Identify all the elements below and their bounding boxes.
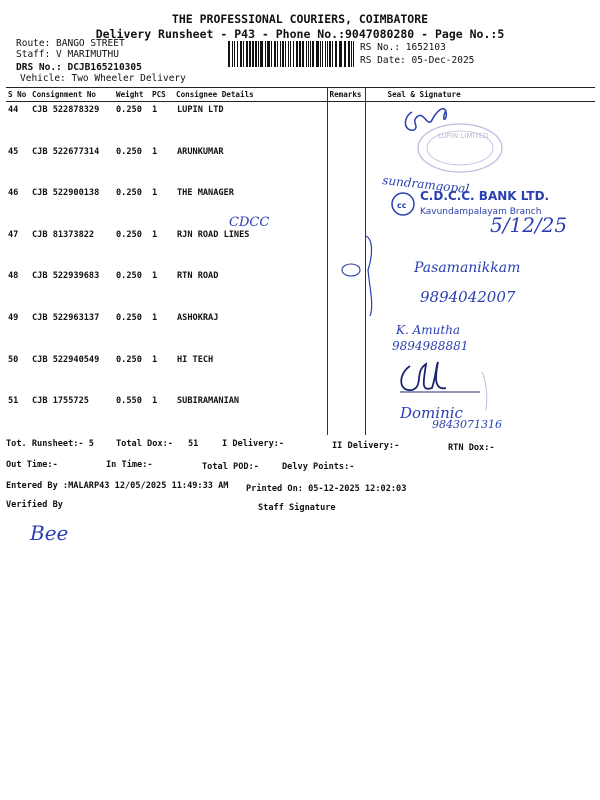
cell-seal-signature (365, 144, 595, 186)
barcode-bar (312, 41, 314, 67)
barcode-bar (277, 41, 278, 67)
barcode-bar (243, 41, 244, 67)
barcode-bar (335, 41, 337, 67)
cell-weight: 0.250 (116, 354, 142, 365)
barcode-bar (353, 41, 354, 67)
bank-stamp-name: C.D.C.C. BANK LTD. (420, 189, 550, 203)
barcode-bar (325, 41, 326, 67)
barcode-bar (246, 41, 248, 67)
cell-consignee: THE MANAGER (177, 188, 234, 199)
col-header-consignee: Consignee Details (174, 88, 327, 102)
cell-sno: 44 (8, 105, 19, 115)
cell-consignee: RJN ROAD LINES (177, 229, 250, 240)
barcode-bar (285, 41, 286, 67)
cell-seal-signature (365, 227, 595, 269)
table-row (6, 268, 595, 310)
barcode-bar (280, 41, 281, 67)
cell-weight: 0.250 (116, 188, 142, 199)
delvy-points: Delvy Points:- (282, 462, 355, 472)
cell-weight: 0.250 (116, 105, 142, 115)
cell-weight: 0.250 (116, 271, 142, 282)
signature-45: sundramgopal (381, 173, 470, 197)
cell-pcs: 1 (152, 229, 158, 240)
cell-remarks (327, 102, 365, 144)
company-title: THE PROFESSIONAL COURIERS, COIMBATORE (171, 12, 429, 26)
table-row (6, 102, 595, 144)
cell-seal-signature (365, 352, 595, 394)
stamp-date: 5/12/25 (490, 213, 568, 237)
cell-weight: 0.550 (116, 396, 142, 407)
cell-consignment: CJB 1755725 (32, 396, 89, 407)
barcode-bar (282, 41, 284, 67)
cell-pcs: 1 (152, 354, 158, 365)
signature-48-phone: 9894042007 (420, 288, 516, 306)
barcode-bar (237, 41, 238, 67)
barcode-bar (327, 41, 328, 67)
tot-runsheet: Tot. Runsheet:- 5 (6, 439, 94, 449)
barcode-bar (228, 41, 230, 67)
col-header-sno: S No (6, 88, 30, 102)
cell-remarks (327, 185, 365, 227)
cell-seal-signature (365, 393, 595, 435)
verified-by-label: Verified By (6, 500, 63, 510)
barcode-bar (299, 41, 301, 67)
cell-weight: 0.250 (116, 312, 142, 323)
total-dox-label: Total Dox:- (116, 439, 173, 449)
barcode-bar (232, 41, 233, 67)
barcode-bar (339, 41, 342, 67)
verified-initials: Bee (30, 521, 69, 545)
signature-51-name: Dominic (400, 404, 463, 422)
lupin-stamp-text: LUPIN LIMITED (438, 132, 489, 140)
barcode-bar (267, 41, 270, 67)
col-header-seal-signature: Seal & Signature (365, 88, 595, 102)
cell-sno: 50 (8, 354, 19, 365)
runsheet-table (6, 87, 595, 435)
barcode-bar (332, 41, 333, 67)
barcode-bar (322, 41, 323, 67)
cell-remarks (327, 393, 365, 435)
cell-sno: 45 (8, 146, 19, 157)
cell-remarks (327, 227, 365, 269)
barcode-bar (252, 41, 254, 67)
barcode-bar (255, 41, 257, 67)
barcode-bar (310, 41, 311, 67)
cell-consignment: CJB 522940549 (32, 354, 100, 365)
cell-remarks (327, 268, 365, 310)
rs-date: RS Date: 05-Dec-2025 (360, 55, 475, 66)
cell-seal-signature (365, 102, 595, 144)
signature-49-name: K. Amutha (396, 323, 461, 337)
cell-seal-signature (365, 310, 595, 352)
cell-seal-signature (365, 268, 595, 310)
cell-consignment: CJB 522963137 (32, 312, 100, 323)
cell-pcs: 1 (152, 146, 158, 157)
cell-sno: 49 (8, 312, 19, 323)
cell-pcs: 1 (152, 396, 158, 407)
cell-consignee: HI TECH (177, 354, 214, 365)
vehicle-label: Vehicle: Two Wheeler Delivery (20, 73, 186, 84)
bank-stamp-branch: Kavundampalayam Branch (420, 207, 542, 217)
cell-consignee: ARUNKUMAR (177, 146, 224, 157)
cell-seal-signature (365, 185, 595, 227)
table-row (6, 352, 595, 394)
svg-text:cc: cc (397, 201, 407, 210)
cell-sno: 46 (8, 188, 19, 199)
barcode-bar (302, 41, 304, 67)
cell-sno: 51 (8, 396, 19, 407)
i-delivery: I Delivery:- (222, 439, 285, 449)
col-header-weight: Weight (114, 88, 150, 102)
barcode-bar (320, 41, 321, 67)
entered-by: Entered By :MALARP43 12/05/2025 11:49:33 AM (6, 481, 229, 491)
barcode-bar (258, 41, 259, 67)
total-dox-value: 51 (188, 439, 199, 449)
table-header-row (6, 88, 595, 102)
cell-consignee: ASHOKRAJ (177, 312, 219, 323)
signature-49-phone: 9894988881 (392, 339, 469, 353)
staff-label: Staff: V MARIMUTHU (16, 49, 119, 60)
rs-number: RS No.: 1652103 (360, 42, 446, 53)
barcode-bar (348, 41, 350, 67)
barcode-image (228, 41, 355, 67)
printed-on: Printed On: 05-12-2025 12:02:03 (246, 484, 407, 494)
barcode-bar (316, 41, 319, 67)
cell-weight: 0.250 (116, 146, 142, 157)
cell-consignment: CJB 81373822 (32, 229, 95, 240)
signature-51-phone: 9843071316 (432, 418, 502, 431)
cell-consignee: SUBIRAMANIAN (177, 396, 240, 407)
cell-consignee: LUPIN LTD (177, 105, 224, 115)
barcode-bar (234, 41, 235, 67)
cell-remarks (327, 352, 365, 394)
barcode-bar (296, 41, 298, 67)
cell-pcs: 1 (152, 271, 158, 282)
col-header-remarks: Remarks (327, 88, 365, 102)
drs-number: DRS No.: DCJB165210305 (16, 62, 142, 73)
in-time: In Time:- (106, 460, 153, 470)
table-row (6, 227, 595, 269)
barcode-bar (260, 41, 263, 67)
cell-sno: 47 (8, 229, 19, 240)
cell-pcs: 1 (152, 312, 158, 323)
barcode-bar (271, 41, 272, 67)
route-label: Route: BANGO STREET (16, 38, 125, 49)
col-header-consignment: Consignment No (30, 88, 114, 102)
runsheet-heading: Delivery Runsheet - P43 - Phone No.:9047080280 - Page No.:5 (95, 27, 505, 41)
cell-weight: 0.250 (116, 229, 142, 240)
ii-delivery: II Delivery:- (332, 441, 400, 451)
barcode-bar (249, 41, 251, 67)
cell-remarks (327, 144, 365, 186)
col-header-pcs: PCS (150, 88, 174, 102)
table-row (6, 310, 595, 352)
table-row (6, 185, 595, 227)
barcode-bar (265, 41, 266, 67)
barcode-bar (293, 41, 294, 67)
cell-consignment: CJB 522900138 (32, 188, 100, 199)
barcode-bar (344, 41, 346, 67)
cell-sno: 48 (8, 271, 19, 282)
total-pod: Total POD:- (202, 462, 259, 472)
cell-remarks (327, 310, 365, 352)
rtn-dox: RTN Dox:- (448, 443, 495, 453)
barcode-bar (288, 41, 289, 67)
cell-consignment: CJB 522677314 (32, 146, 100, 157)
barcode-bar (308, 41, 309, 67)
staff-signature-label: Staff Signature (258, 503, 336, 513)
remark-47: CDCC (229, 215, 270, 230)
cell-pcs: 1 (152, 105, 158, 115)
barcode-bar (306, 41, 307, 67)
signature-48-name: Pasamanikkam (414, 260, 521, 276)
barcode-bar (351, 41, 352, 67)
cell-consignee: RTN ROAD (177, 271, 219, 282)
barcode-bar (274, 41, 276, 67)
cell-consignment: CJB 522878329 (32, 105, 100, 115)
table-row (6, 393, 595, 435)
cell-pcs: 1 (152, 188, 158, 199)
barcode-bar (240, 41, 242, 67)
table-row (6, 144, 595, 186)
barcode-bar (290, 41, 291, 67)
barcode-bar (329, 41, 331, 67)
cell-consignment: CJB 522939683 (32, 271, 100, 282)
out-time: Out Time:- (6, 460, 58, 470)
